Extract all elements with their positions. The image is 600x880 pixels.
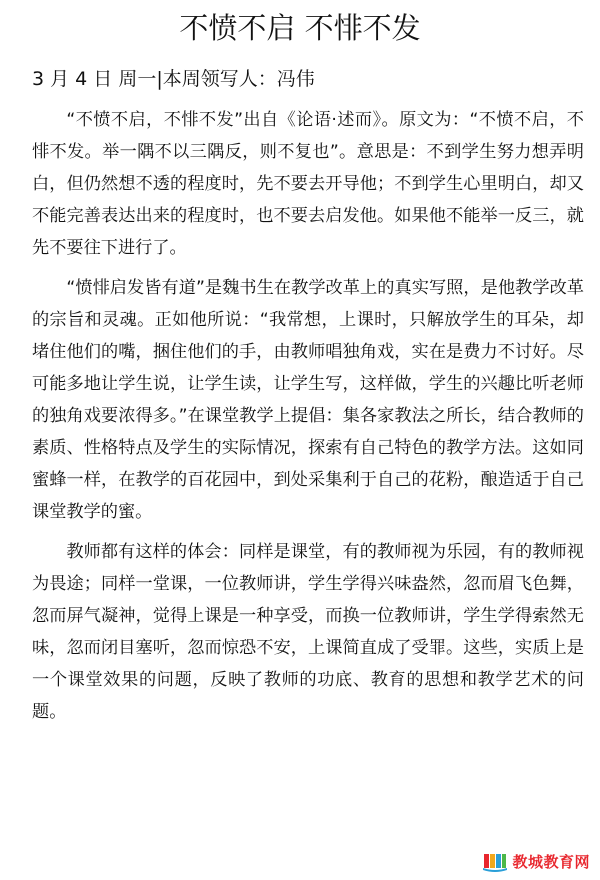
watermark-text: 教城教育网 [512, 852, 590, 871]
document-body [32, 104, 584, 736]
document-subtitle: 3 月 4 日 周一|本周领写人：冯伟 [32, 68, 315, 90]
book-logo-icon [482, 850, 508, 872]
document-title: 不愤不启 不悱不发 [179, 11, 421, 45]
watermark-logo [482, 850, 590, 872]
paragraph-3: 教师都有这样的体会：同样是课堂，有的教师视为乐园，有的教师视为畏途；同样一堂课，一位教师讲，学生学得兴味盎然，忽而眉飞色舞，忽而屏气凝神，觉得上课是一种享受，而换一位教师讲，学生学得索然无味，忽而闭目塞听，忽而惊恐不安，上课简直成了受罪。这些，实质上是一个课堂效果的问题，反映了教师的功底、教育的思想和教学艺术的问题。 [32, 542, 584, 722]
paragraph-1: “不愤不启，不悱不发”出自《论语·述而》。原文为：“不愤不启，不悱不发。举一隅不以三隅反，则不复也”。意思是：不到学生努力想弄明白，但仍然想不透的程度时，先不要去开导他；不到学生心里明白，却又不能完善表达出来的程度时，也不要去启发他。如果他不能举一反三，就先不要往下进行了。 [32, 110, 584, 258]
paragraph-2: “愤悱启发皆有道”是魏书生在教学改革上的真实写照，是他教学改革的宗旨和灵魂。正如他所说：“我常想，上课时，只解放学生的耳朵，却堵住他们的嘴，捆住他们的手，由教师唱独角戏，实在是费力不讨好。尽可能多地让学生说，让学生读，让学生写，这样做，学生的兴趣比听老师的独角戏要浓得多。”在课堂教学上提倡：集各家教法之所长，结合教师的素质、性格特点及学生的实际情况，探索有自己特色的教学方法。这如同蜜蜂一样，在教学的百花园中，到处采集利于自己的花粉，酿造适于自己课堂教学的蜜。 [32, 278, 584, 522]
